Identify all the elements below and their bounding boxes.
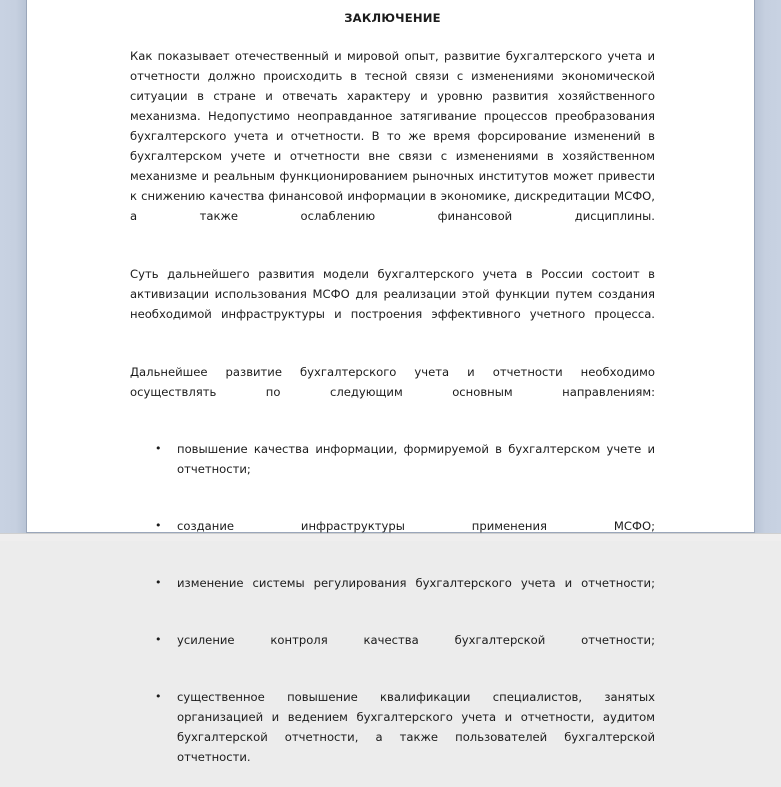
- paragraph-3: Дальнейшее развитие бухгалтерского учета и отчетности необходимо осуществлять по следующим основным направлениям:: [130, 365, 655, 399]
- directions-bullet-list: [130, 422, 655, 787]
- list-item-label: усиление контроля качества бухгалтерской отчетности;: [177, 633, 655, 647]
- list-item: [130, 613, 655, 670]
- viewer-left-gutter: [0, 0, 26, 533]
- page-separator-gap: [0, 534, 781, 541]
- bullet-icon: •: [155, 690, 162, 703]
- bullet-icon: •: [155, 576, 162, 589]
- bullet-icon: •: [155, 519, 162, 532]
- list-item: [130, 422, 655, 499]
- paragraph-2: Суть дальнейшего развития модели бухгалтерского учета в России состоит в активизации использования МСФО для реализации этой функции путем создания необходимой инфраструктуры и построения эффективного учетного процесса.: [130, 267, 655, 321]
- bullet-icon: •: [155, 633, 162, 646]
- list-item-label: существенное повышение квалификации специалистов, занятых организацией и ведением бухгалтерского учета и отчетности, аудитом бухгалтерской отчетности, а также пользователей бухгалтерской отчетности.: [177, 690, 655, 764]
- list-item: [130, 499, 655, 556]
- bullet-icon: •: [155, 442, 162, 455]
- list-item: [130, 556, 655, 613]
- page-title: ЗАКЛЮЧЕНИЕ: [344, 11, 441, 25]
- list-item-label: изменение системы регулирования бухгалтерского учета и отчетности;: [177, 576, 655, 590]
- document-text-column: [130, 0, 655, 787]
- document-page: [26, 0, 755, 764]
- list-item: [130, 670, 655, 787]
- list-item-label: создание инфраструктуры применения МСФО;: [177, 519, 655, 533]
- viewer-right-gutter: [755, 0, 781, 533]
- paragraph-1: Как показывает отечественный и мировой опыт, развитие бухгалтерского учета и отчетности должно происходить в тесной связи с изменениями экономической ситуации в стране и отвечать характеру и уровню развития хозяйственного механизма. Недопустимо неоправданное затягивание процессов преобразования бухгалтерского учета и отчетности. В то же время форсирование изменений в бухгалтерском учете и отчетности вне связи с изменениями в хозяйственном механизме и реальным функционированием рыночных институтов может привести к снижению качества финансовой информации в экономике, дискредитации МСФО, а также ослаблению финансовой дисциплины.: [130, 49, 655, 223]
- list-item-label: повышение качества информации, формируемой в бухгалтерском учете и отчетности;: [177, 442, 655, 476]
